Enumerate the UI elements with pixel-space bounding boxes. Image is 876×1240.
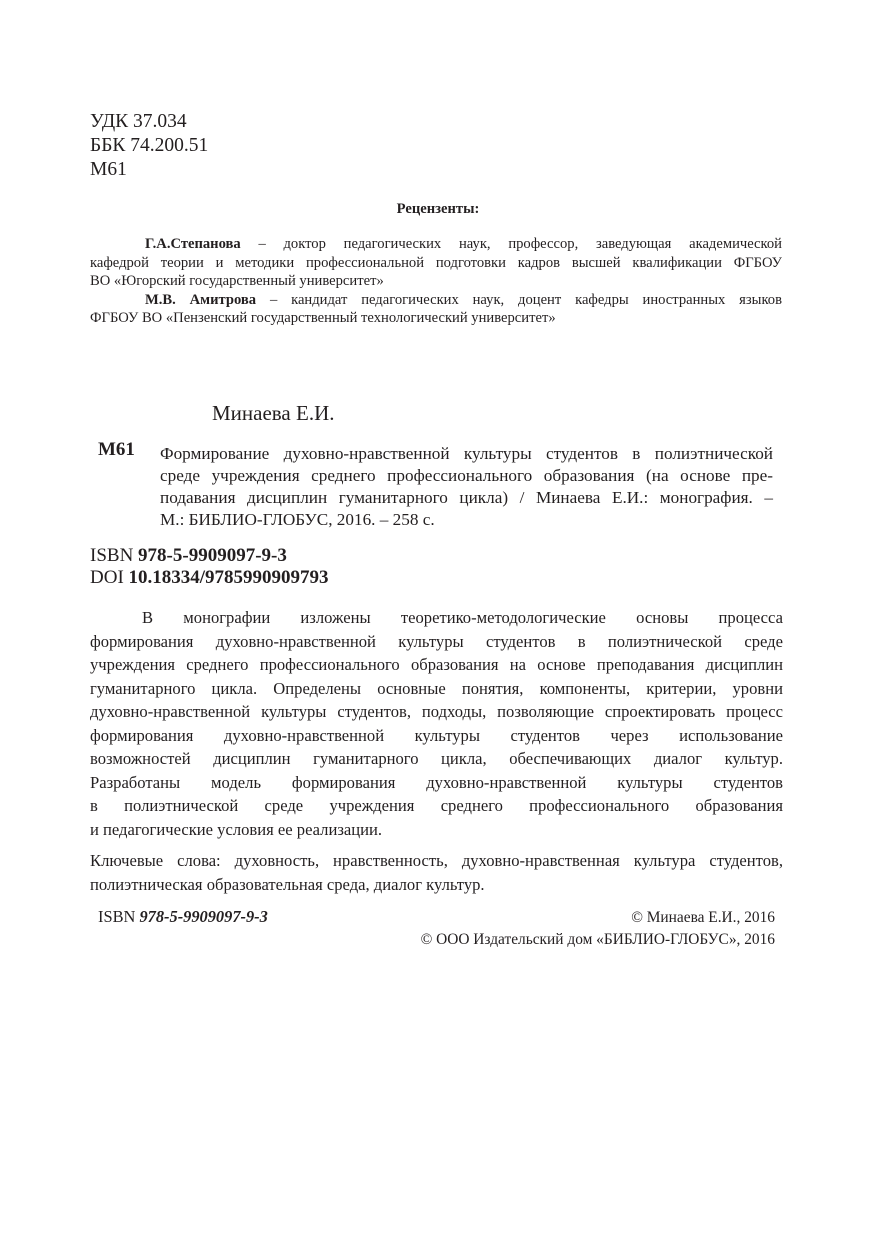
bibliographic-entry (160, 443, 773, 531)
keywords (90, 849, 783, 897)
copyright-line: © ООО Издательский дом «БИБЛИО-ГЛОБУС», 2016 (420, 931, 775, 948)
abstract-line: возможностей дисциплин гуманитарного цикла, обеспечивающих диалог культур. (90, 749, 783, 768)
entry-line: подавания дисциплин гуманитарного цикла) / Минаева Е.И.: монография. – (160, 488, 773, 507)
entry-line: М.: БИБЛИО-ГЛОБУС, 2016. – 258 с. (160, 510, 435, 529)
reviewer-1-line: кафедрой теории и методики профессиональной подготовки кадров высшей квалификации ФГБОУ (90, 254, 782, 271)
footer-isbn-value: 978-5-9909097-9-3 (139, 907, 268, 926)
footer-isbn: ISBN 978-5-9909097-9-3 (98, 907, 268, 926)
reviewer-1-line: ВО «Югорский государственный университет» (90, 273, 384, 289)
abstract (90, 606, 783, 841)
book-author: Минаева Е.И. (212, 401, 335, 425)
abstract-line: и педагогические условия ее реализации. (90, 819, 383, 839)
isbn-value: 978-5-9909097-9-3 (138, 545, 287, 566)
abstract-line: Разработаны модель формирования духовно-нравственной культуры студентов (90, 772, 783, 792)
reviewers-list (90, 235, 782, 328)
author-mark: М61 (90, 159, 127, 180)
reviewer-name: Г.А.Степанова (145, 236, 241, 252)
keywords-line: Ключевые слова: духовность, нравственность, духовно-нравственная культура студентов, (90, 851, 783, 870)
abstract-line: формирования духовно-нравственной культуры студентов через использование (90, 725, 783, 745)
copyright-block (421, 907, 775, 951)
entry-line: среде учреждения среднего профессионального образования (на основе пре- (160, 466, 773, 485)
udk-code: УДК 37.034 (90, 111, 187, 132)
abstract-line: гуманитарного цикла. Определены основные понятия, компоненты, критерии, уровни (90, 678, 783, 698)
abstract-line: духовно-нравственной культуры студентов, подходы, позволяющие спроектировать процесс (90, 702, 783, 721)
copyright-line: © Минаева Е.И., 2016 (631, 909, 775, 926)
abstract-line: учреждения среднего профессионального образования на основе преподавания дисциплин (90, 655, 783, 674)
abstract-line: в полиэтнической среде учреждения среднего профессионального образования (90, 796, 783, 815)
doi-value: 10.18334/9785990909793 (128, 567, 329, 588)
abstract-line: формирования духовно-нравственной культуры студентов в полиэтнической среде (90, 631, 783, 651)
reviewer-2-line: М.В. Амитрова – кандидат педагогических наук, доцент кафедры иностранных языков (145, 291, 782, 308)
reviewer-name: М.В. Амитрова (145, 291, 257, 308)
bbk-code: ББК 74.200.51 (90, 135, 209, 156)
abstract-line: В монографии изложены теоретико-методологические основы процесса (142, 608, 783, 627)
reviewer-2-line: ФГБОУ ВО «Пензенский государственный технологический университет» (90, 310, 556, 326)
reviewers-heading: Рецензенты: (396, 201, 480, 217)
entry-line: Формирование духовно-нравственной культуры студентов в полиэтнической (160, 444, 773, 463)
keywords-line: полиэтническая образовательная среда, диалог культур. (90, 875, 485, 894)
entry-mark: М61 (98, 439, 135, 460)
doi-line: DOI 10.18334/9785990909793 (90, 567, 329, 588)
reviewer-1-line: Г.А.Степанова – доктор педагогических наук, профессор, заведующая академической (145, 236, 782, 252)
isbn-line: ISBN 978-5-9909097-9-3 (90, 545, 287, 566)
